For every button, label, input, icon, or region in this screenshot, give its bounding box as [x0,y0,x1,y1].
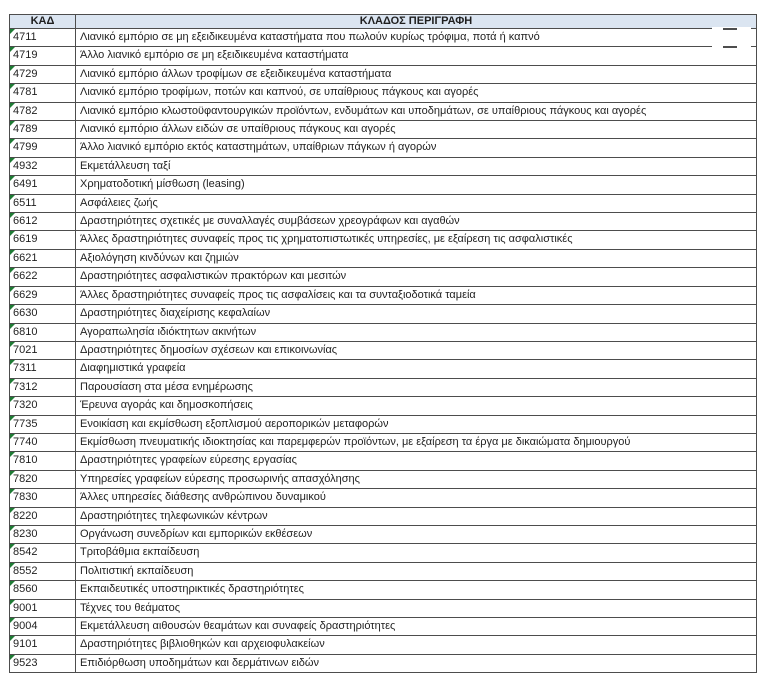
description-cell[interactable] [76,489,757,507]
table-row [10,47,757,65]
kad-cell[interactable] [10,508,76,526]
description-value: Αγοραπωλησία ιδιόκτητων ακινήτων [80,325,257,338]
kad-value: 6612 [13,215,38,228]
description-value: Διαφημιστικά γραφεία [80,362,186,375]
kad-value: 7810 [13,454,38,467]
kad-value: 7735 [13,417,38,430]
error-indicator-triangle [10,66,15,71]
border-break-artifact [712,27,751,31]
description-cell[interactable] [76,526,757,544]
description-value: Άλλο λιανικό εμπόριο σε μη εξειδικευμένα καταστήματα [80,49,349,62]
description-cell[interactable] [76,655,757,673]
description-value: Άλλες υπηρεσίες διάθεσης ανθρώπινου δυναμικού [80,491,326,504]
description-cell[interactable] [76,195,757,213]
description-value: Τριτοβάθμια εκπαίδευση [80,546,200,559]
kad-cell[interactable] [10,655,76,673]
kad-cell[interactable] [10,563,76,581]
description-cell[interactable] [76,268,757,286]
table-row [10,103,757,121]
description-cell[interactable] [76,508,757,526]
description-cell[interactable] [76,29,757,47]
description-value: Ενοικίαση και εκμίσθωση εξοπλισμού αεροπορικών μεταφορών [80,417,389,430]
description-value: Χρηματοδοτική μίσθωση (leasing) [80,178,245,191]
error-indicator-triangle [10,655,15,660]
table-row [10,195,757,213]
description-value: Άλλο λιανικό εμπόριο εκτός καταστημάτων, υπαίθριων πάγκων ή αγορών [80,141,437,154]
table-row [10,66,757,84]
kad-value: 6629 [13,288,38,301]
kad-cell[interactable] [10,84,76,102]
kad-value: 7311 [13,362,37,375]
description-value: Εκμετάλλευση ταξί [80,159,171,172]
kad-value: 7830 [13,491,38,504]
border-dash [723,28,737,30]
kad-cell[interactable] [10,526,76,544]
table-row [10,526,757,544]
description-value: Παρουσίαση στα μέσα ενημέρωσης [80,380,253,393]
kad-cell[interactable] [10,379,76,397]
table-row [10,176,757,194]
table-row [10,471,757,489]
table-row [10,655,757,673]
description-value: Λιανικό εμπόριο άλλων ειδών σε υπαίθριους πάγκους και αγορές [80,123,396,136]
description-value: Λιανικό εμπόριο σε μη εξειδικευμένα καταστήματα που πωλούν κυρίως τρόφιμα, ποτά ή καπνό [80,31,540,43]
kad-cell[interactable] [10,636,76,654]
table-row [10,231,757,249]
error-indicator-triangle [10,360,15,365]
error-indicator-triangle [10,305,15,310]
kad-cell[interactable] [10,47,76,65]
kad-cell[interactable] [10,416,76,434]
kad-cell[interactable] [10,176,76,194]
table-row [10,397,757,415]
kad-cell[interactable] [10,66,76,84]
kad-cell[interactable] [10,618,76,636]
description-cell[interactable] [76,103,757,121]
kad-value: 8560 [13,583,38,596]
table-row [10,29,757,47]
description-value: Δραστηριότητες γραφείων εύρεσης εργασίας [80,454,297,467]
kad-value: 6621 [13,251,38,264]
error-indicator-triangle [10,158,15,163]
error-indicator-triangle [10,416,15,421]
kad-cell[interactable] [10,342,76,360]
error-indicator-triangle [10,250,15,255]
kad-cell[interactable] [10,268,76,286]
table-row [10,434,757,452]
table-row [10,84,757,102]
table-row [10,139,757,157]
border-break-artifact [712,46,751,50]
description-cell[interactable] [76,581,757,599]
table-row [10,452,757,470]
description-cell[interactable] [76,360,757,378]
description-cell[interactable] [76,600,757,618]
description-cell[interactable] [76,379,757,397]
border-dash [723,46,737,48]
error-indicator-triangle [10,342,15,347]
error-indicator-triangle [10,103,15,108]
description-cell[interactable] [76,158,757,176]
table-row [10,342,757,360]
table-row [10,287,757,305]
description-cell[interactable] [76,176,757,194]
error-indicator-triangle [10,47,15,52]
description-cell[interactable] [76,139,757,157]
description-value: Λιανικό εμπόριο κλωστοϋφαντουργικών προϊόντων, ενδυμάτων και υποδημάτων, σε υπαίθριους πάγκους και αγορές [80,104,647,117]
error-indicator-triangle [10,324,15,329]
description-value: Έρευνα αγοράς και δημοσκοπήσεις [80,399,253,412]
kad-cell[interactable] [10,397,76,415]
description-cell[interactable] [76,287,757,305]
table-row [10,324,757,342]
description-value: Πολιτιστική εκπαίδευση [80,564,194,577]
error-indicator-triangle [10,121,15,126]
kad-value: 7820 [13,472,38,485]
description-value: Εκμίσθωση πνευματικής ιδιοκτησίας και παρεμφερών προϊόντων, με εξαίρεση τα έργα με δικαιώματα δημιουργού [80,435,631,448]
kad-value: 4782 [13,104,38,117]
description-value: Άλλες δραστηριότητες συναφείς προς τις χρηματοπιστωτικές υπηρεσίες, με εξαίρεση τις ασφαλιστικές [80,233,573,246]
kad-value: 8542 [13,546,38,559]
kad-cell[interactable] [10,195,76,213]
description-cell[interactable] [76,213,757,231]
kad-cell[interactable] [10,305,76,323]
kad-cell[interactable] [10,471,76,489]
kad-value: 9004 [13,620,38,632]
kad-cell[interactable] [10,434,76,452]
description-value: Τέχνες του θεάματος [80,601,181,614]
kad-value: 7740 [13,435,38,448]
error-indicator-triangle [10,287,15,292]
description-value: Λιανικό εμπόριο τροφίμων, ποτών και καπνού, σε υπαίθριους πάγκους και αγορές [80,86,479,99]
kad-cell[interactable] [10,452,76,470]
description-cell[interactable] [76,636,757,654]
error-indicator-triangle [10,452,15,457]
table-row [10,121,757,139]
error-indicator-triangle [10,600,15,605]
table-row [10,360,757,378]
kad-value: 6511 [13,196,37,209]
error-indicator-triangle [10,636,15,641]
description-value: Ασφάλειες ζωής [80,196,158,209]
description-value: Δραστηριότητες τηλεφωνικών κέντρων [80,509,268,522]
description-value: Οργάνωση συνεδρίων και εμπορικών εκθέσεων [80,527,313,540]
kad-cell[interactable] [10,139,76,157]
table-row [10,600,757,618]
description-cell[interactable] [76,231,757,249]
table-row [10,563,757,581]
error-indicator-triangle [10,618,15,623]
description-value: Λιανικό εμπόριο άλλων τροφίμων σε εξειδικευμένα καταστήματα [80,67,392,80]
header-row [10,15,757,29]
table-row [10,268,757,286]
description-cell[interactable] [76,618,757,636]
error-indicator-triangle [10,508,15,513]
kad-value: 4781 [13,86,38,99]
description-value: Αξιολόγηση κινδύνων και ζημιών [80,251,239,264]
error-indicator-triangle [10,471,15,476]
kad-value: 4719 [13,49,38,62]
description-value: Υπηρεσίες γραφείων εύρεσης προσωρινής απασχόλησης [80,472,360,485]
error-indicator-triangle [10,29,15,34]
description-cell[interactable] [76,121,757,139]
kad-table [9,14,757,673]
kad-value: 7312 [13,380,38,393]
kad-value: 6619 [13,233,38,246]
table-row [10,508,757,526]
error-indicator-triangle [10,176,15,181]
table-row [10,416,757,434]
kad-value: 4789 [13,123,38,136]
kad-cell[interactable] [10,250,76,268]
kad-value: 7320 [13,399,38,412]
error-indicator-triangle [10,231,15,236]
kad-cell[interactable] [10,121,76,139]
description-value: Δραστηριότητες ασφαλιστικών πρακτόρων και μεσιτών [80,270,347,283]
kad-value: 6491 [13,178,38,191]
spreadsheet-region [9,14,757,673]
kad-cell[interactable] [10,158,76,176]
kad-cell[interactable] [10,324,76,342]
description-value: Δραστηριότητες βιβλιοθηκών και αρχειοφυλακείων [80,638,325,651]
table-row [10,581,757,599]
description-cell[interactable] [76,250,757,268]
kad-cell[interactable] [10,29,76,47]
table-row [10,618,757,636]
table-row [10,636,757,654]
kad-cell[interactable] [10,231,76,249]
description-cell[interactable] [76,563,757,581]
description-value: Δραστηριότητες σχετικές με συναλλαγές συμβάσεων χρεογράφων και αγαθών [80,215,460,228]
error-indicator-triangle [10,581,15,586]
description-cell[interactable] [76,397,757,415]
column-header-kad[interactable]: ΚΑΔ [10,15,76,29]
description-cell[interactable] [76,342,757,360]
error-indicator-triangle [10,84,15,89]
error-indicator-triangle [10,397,15,402]
description-cell[interactable] [76,471,757,489]
kad-value: 4711 [13,31,37,43]
description-cell[interactable] [76,305,757,323]
error-indicator-triangle [10,544,15,549]
description-value: Δραστηριότητες διαχείρισης κεφαλαίων [80,307,271,320]
error-indicator-triangle [10,268,15,273]
kad-value: 7021 [13,343,38,356]
kad-cell[interactable] [10,581,76,599]
kad-value: 6630 [13,307,38,320]
table-row [10,305,757,323]
description-cell[interactable] [76,324,757,342]
kad-cell[interactable] [10,287,76,305]
kad-cell[interactable] [10,489,76,507]
kad-cell[interactable] [10,360,76,378]
kad-value: 6622 [13,270,38,283]
table-row [10,379,757,397]
table-row [10,158,757,176]
description-value: Εκπαιδευτικές υποστηρικτικές δραστηριότητες [80,583,304,596]
description-cell[interactable] [76,452,757,470]
kad-value: 6810 [13,325,38,338]
kad-value: 4729 [13,67,38,80]
kad-cell[interactable] [10,600,76,618]
table-row [10,213,757,231]
kad-cell[interactable] [10,544,76,562]
error-indicator-triangle [10,563,15,568]
kad-value: 9001 [13,601,38,614]
description-cell[interactable] [76,84,757,102]
table-row [10,544,757,562]
kad-value: 4799 [13,141,38,154]
table-row [10,250,757,268]
description-value: Εκμετάλλευση αιθουσών θεαμάτων και συναφείς δραστηριότητες [80,620,396,632]
description-value: Άλλες δραστηριότητες συναφείς προς τις ασφαλίσεις και τα συνταξιοδοτικά ταμεία [80,288,476,301]
description-cell[interactable] [76,416,757,434]
kad-value: 8220 [13,509,38,522]
column-header-description[interactable]: ΚΛΑΔΟΣ ΠΕΡΙΓΡΑΦΗ [76,15,757,29]
error-indicator-triangle [10,489,15,494]
description-value: Δραστηριότητες δημοσίων σχέσεων και επικοινωνίας [80,343,338,356]
error-indicator-triangle [10,434,15,439]
kad-value: 4932 [13,159,38,172]
description-value: Επιδιόρθωση υποδημάτων και δερμάτινων ειδών [80,656,320,669]
error-indicator-triangle [10,139,15,144]
kad-value: 9101 [13,638,38,651]
error-indicator-triangle [10,526,15,531]
kad-cell[interactable] [10,213,76,231]
error-indicator-triangle [10,195,15,200]
kad-value: 8230 [13,527,38,540]
description-cell[interactable] [76,47,757,65]
error-indicator-triangle [10,213,15,218]
kad-value: 8552 [13,564,38,577]
description-cell[interactable] [76,434,757,452]
kad-value: 9523 [13,656,38,669]
description-cell[interactable] [76,66,757,84]
error-indicator-triangle [10,379,15,384]
table-row [10,489,757,507]
kad-cell[interactable] [10,103,76,121]
description-cell[interactable] [76,544,757,562]
